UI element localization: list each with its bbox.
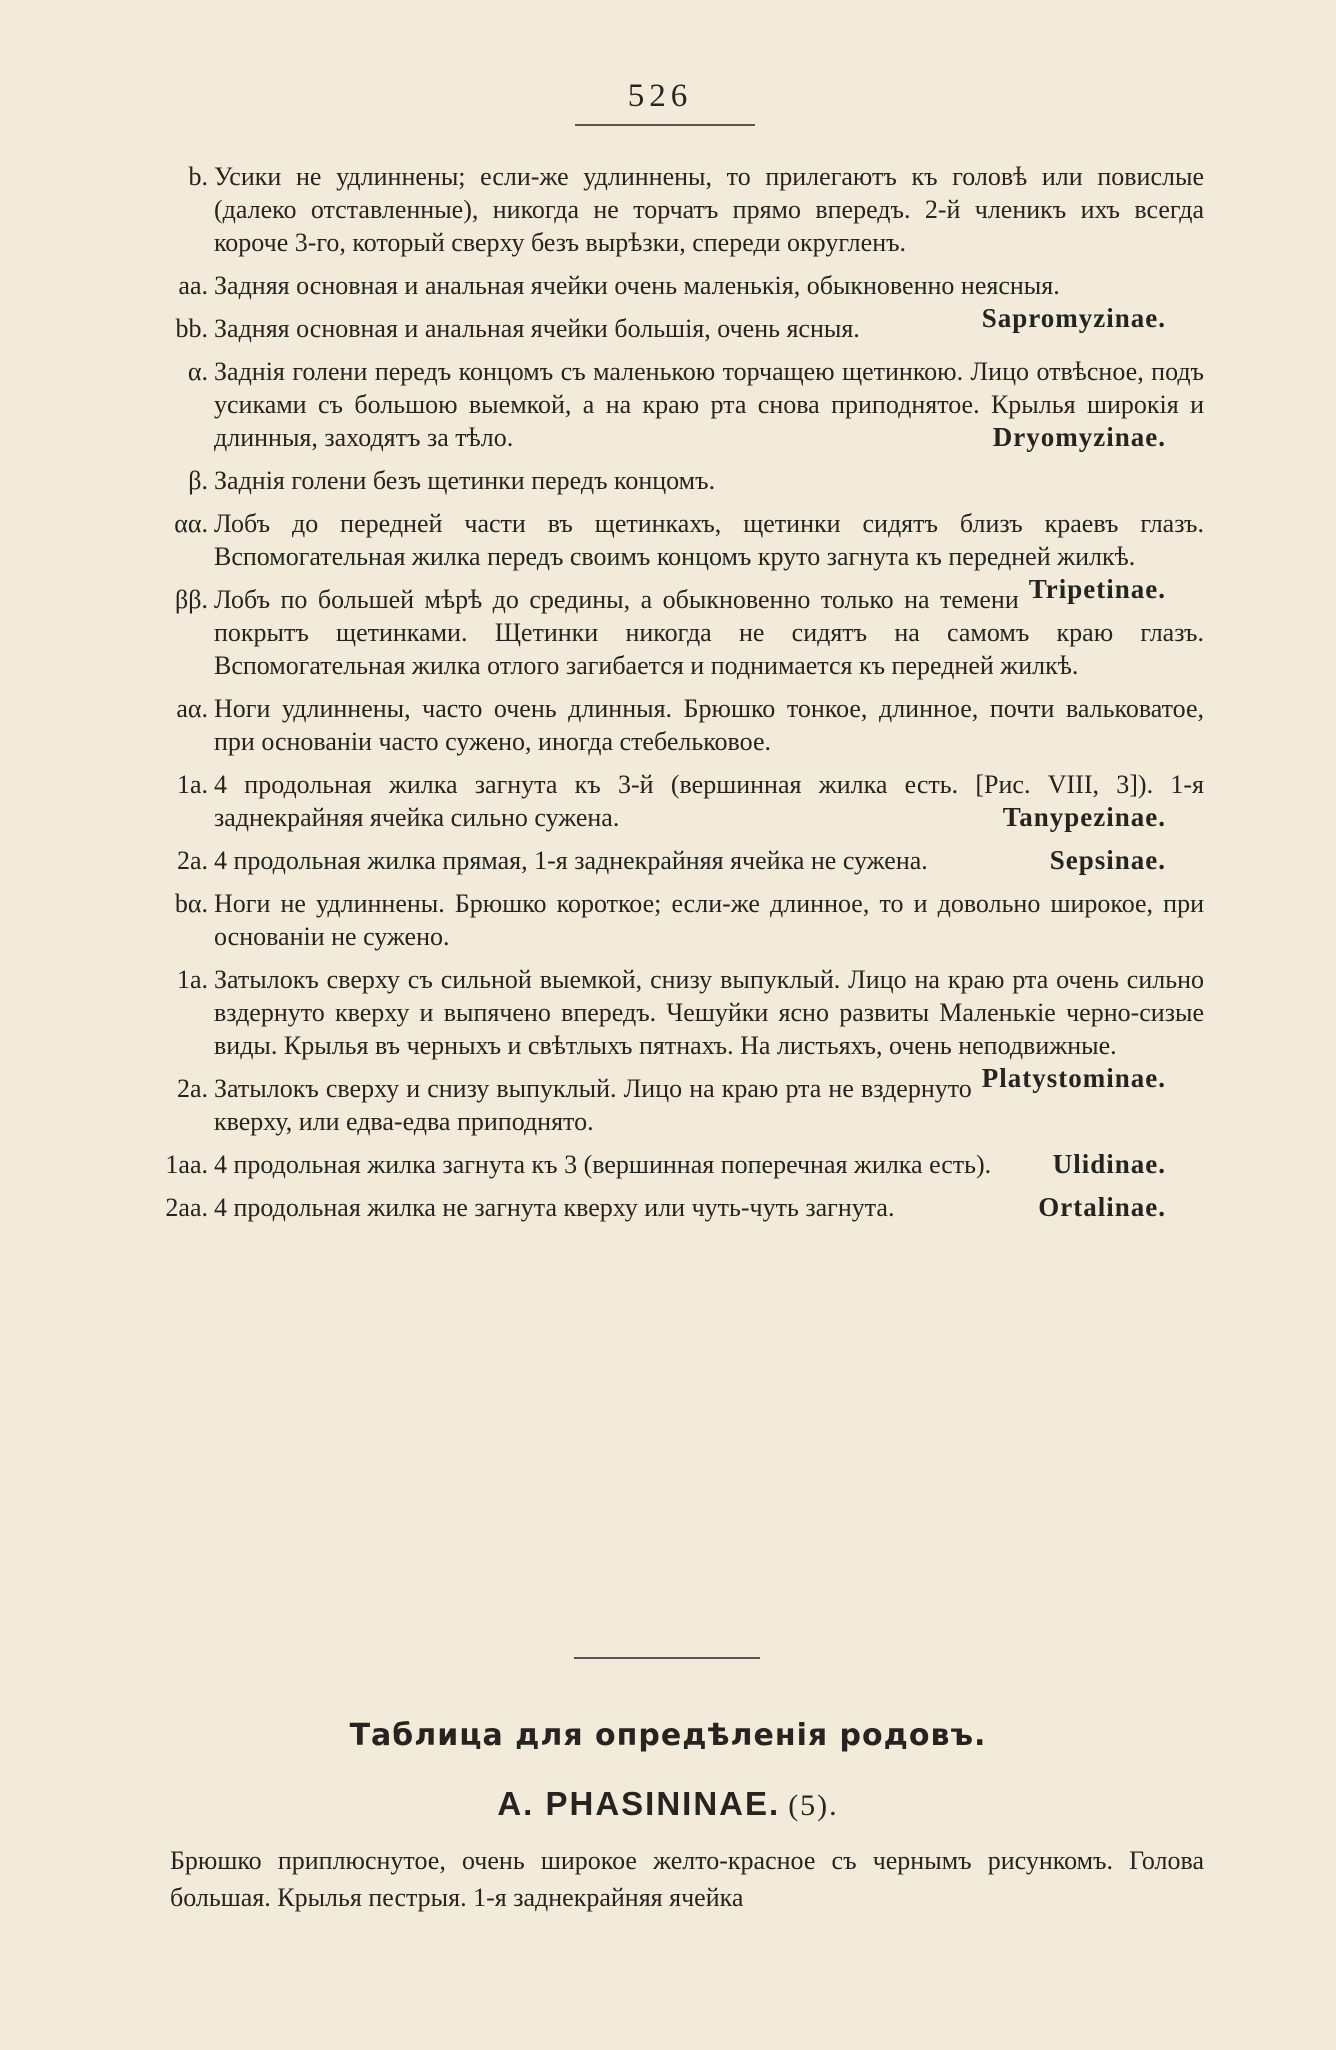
entry-text-body: Заднія голени безъ щетинки передъ концомъ. — [214, 466, 716, 495]
entry-text — [214, 963, 1204, 1093]
entry-text-body: Задняя основная и анальная ячейки большія, очень ясныя. — [214, 314, 860, 343]
entry-text — [214, 1072, 1204, 1138]
entry-text-body: 4 продольная жилка загнута къ 3-й (вершинная жилка есть. [Рис. VIII, 3]). 1-я заднекрайняя ячейка сильно сужена. — [214, 770, 1204, 832]
subfamily-name: A. PHASININAE. — [497, 1785, 781, 1822]
entry-text — [214, 507, 1204, 604]
entry-text-body: 4 продольная жилка прямая, 1-я заднекрайняя ячейка не сужена. — [214, 846, 928, 875]
entry-key: aa. — [178, 271, 208, 300]
entry-key: 2a. — [176, 1074, 208, 1103]
entry-text — [214, 355, 1204, 454]
entry-text — [214, 692, 1204, 758]
key-entry — [0, 844, 1336, 877]
entry-text — [214, 768, 1204, 834]
entry-text — [214, 887, 1204, 953]
entry-key: 2a. — [176, 846, 208, 875]
subfamily-heading — [0, 1785, 1336, 1823]
entry-key: 2aa. — [165, 1193, 208, 1222]
entry-text-body: Лобъ до передней части въ щетинкахъ, щетинки сидятъ близъ краевъ глазъ. Вспомогательная жилка передъ своимъ концомъ круто загнута къ передней жилкѣ. — [214, 509, 1204, 571]
entry-key: bα. — [174, 889, 208, 918]
subfamily-number: (5). — [788, 1789, 839, 1822]
entry-text-body: 4 продольная жилка загнута къ 3 (вершинная поперечная жилка есть). — [214, 1150, 992, 1179]
key-entry — [0, 1072, 1336, 1138]
taxon-name: Tanypezinae. — [1002, 802, 1166, 832]
key-entry — [0, 583, 1336, 682]
entry-text — [214, 1191, 1204, 1224]
key-entry — [0, 160, 1336, 259]
entry-text — [214, 160, 1204, 259]
taxon-name: Sapromyzinae. — [981, 303, 1166, 333]
entry-text-body: Лобъ по большей мѣрѣ до средины, а обыкновенно только на темени покрытъ щетинками. Щетинки никогда не сидятъ на самомъ краю глазъ. Вспомогательная жилка отлого загибается и поднимается къ передней жилкѣ. — [214, 585, 1204, 680]
entry-key: β. — [188, 466, 208, 495]
entry-text-body: Ноги удлиннены, часто очень длинныя. Брюшко тонкое, длинное, почти вальковатое, при основаніи часто сужено, иногда стебельковое. — [214, 694, 1204, 756]
section-separator — [574, 1657, 760, 1659]
entry-key: 1a. — [176, 965, 208, 994]
taxon-name: Ulidinae. — [1052, 1149, 1166, 1179]
entry-key: ββ. — [175, 585, 208, 614]
entry-key: αα. — [174, 509, 208, 538]
entry-text-body: Задняя основная и анальная ячейки очень маленькія, обыкновенно неясныя. — [214, 271, 1060, 300]
taxon-name: Tripetinae. — [1028, 574, 1166, 604]
key-entry — [0, 887, 1336, 953]
entry-text — [214, 844, 1204, 877]
entry-text-body: Затылокъ сверху и снизу выпуклый. Лицо на краю рта не вздернуто кверху, или едва-едва приподнято. — [214, 1074, 972, 1136]
entry-key: α. — [187, 357, 208, 386]
taxon-name: Ortalinae. — [1038, 1192, 1166, 1222]
entry-key: 1aa. — [165, 1150, 208, 1179]
entry-text-body: Усики не удлиннены; если-же удлиннены, то прилегаютъ къ головѣ или повислые (далеко отставленные), никогда не торчатъ прямо впередъ. 2-й членикъ ихъ всегда короче 3-го, который сверху безъ вырѣзки, спереди округленъ. — [214, 162, 1204, 257]
key-entry — [0, 464, 1336, 497]
taxon-name: Sepsinae. — [1049, 845, 1166, 875]
entry-key: aα. — [176, 694, 208, 723]
entry-text — [214, 583, 1204, 682]
entry-text-body: Ноги не удлиннены. Брюшко короткое; если-же длинное, то и довольно широкое, при основаніи не сужено. — [214, 889, 1204, 951]
entry-text — [214, 1148, 1204, 1181]
entry-text — [214, 312, 1204, 345]
entry-text-body: 4 продольная жилка не загнута кверху или чуть-чуть загнута. — [214, 1193, 895, 1222]
key-entry — [0, 692, 1336, 758]
key-entries — [0, 160, 1336, 1234]
taxon-name: Dryomyzinae. — [992, 422, 1166, 452]
key-entry — [0, 312, 1336, 345]
key-entry — [0, 1148, 1336, 1181]
key-entry — [0, 1191, 1336, 1224]
entry-text-body: Заднія голени передъ концомъ съ маленькою торчащею щетинкою. Лицо отвѣсное, подъ усиками съ большою выемкой, а на краю рта снова приподнятое. Крылья широкія и длинныя, заходятъ за тѣло. — [214, 357, 1204, 452]
taxon-name: Platystominae. — [981, 1063, 1166, 1093]
entry-key: 1a. — [176, 770, 208, 799]
entry-text — [214, 464, 1204, 497]
page-number-rule — [575, 124, 755, 126]
entry-text-body: Затылокъ сверху съ сильной выемкой, снизу выпуклый. Лицо на краю рта очень сильно вздернуто кверху и выпячено впередъ. Чешуйки ясно развиты Маленькіе черно-сизые виды. Крылья въ черныхъ и свѣтлыхъ пятнахъ. На листьяхъ, очень неподвижные. — [214, 965, 1204, 1060]
key-entry — [0, 768, 1336, 834]
page-number: 526 — [627, 78, 693, 114]
entry-key: b. — [188, 162, 208, 191]
subfamily-description: Брюшко приплюснутое, очень широкое желто-красное съ чернымъ рисункомъ. Голова большая. Крылья пестрыя. 1-я заднекрайняя ячейка — [170, 1846, 1204, 1912]
key-entry — [0, 355, 1336, 454]
table-heading: Таблица для опредѣленія родовъ. — [349, 1718, 987, 1753]
entry-key: bb. — [175, 314, 208, 343]
